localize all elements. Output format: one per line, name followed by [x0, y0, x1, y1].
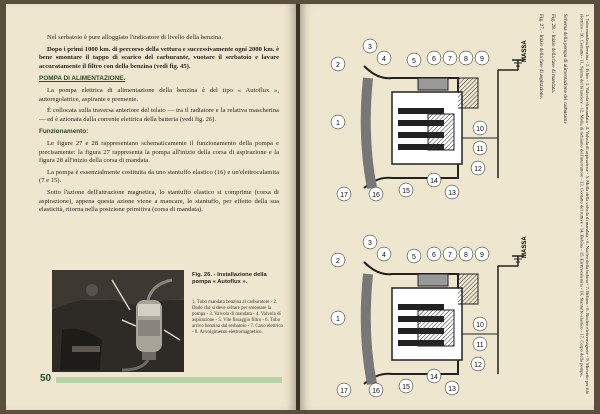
fig28-label-5: 5 [412, 254, 416, 261]
paragraph-pump-parts: La pompa è essenzialmente costituita da uno stantuffo elastico (16) e un'elettrocalamita (7 e 15). [39, 168, 279, 185]
fig27-label-10: 10 [476, 126, 484, 133]
fig28-label-2: 2 [336, 258, 340, 265]
fig28-label-8: 8 [464, 252, 468, 259]
fig26-legend: 1. Tubo mandata benzina al carburatore - 2. Dado che si deve svitare per smontare la pompa - 3. Valvola di mandata - 4. Valvola di aspirazione - 5. Vite fissaggio filtro - 6. Tubo arrivo benzina dal serbatoio - 7. Cavo elettrico - 8. Avvolgimento elettromagnetico. [192, 300, 283, 336]
fig28-label-13: 13 [448, 386, 456, 393]
pump-diagrams [308, 18, 536, 402]
fig27-label-7: 7 [448, 56, 452, 63]
fig28-label-15: 15 [402, 384, 410, 391]
fig27-caption: Fig. 27. - Inizio della fase di aspirazione. [538, 14, 544, 99]
fig28-label-17: 17 [340, 388, 348, 395]
fig27-label-5: 5 [412, 58, 416, 65]
fig28-label-11: 11 [476, 342, 484, 349]
fig27-label-2: 2 [336, 62, 340, 69]
fig27-label-8: 8 [464, 56, 468, 63]
page-number: 50 [40, 373, 52, 384]
left-page-text [39, 34, 279, 218]
fig28-label-12: 12 [474, 362, 482, 369]
fig28-label-3: 3 [368, 240, 372, 247]
fig28-coil [418, 310, 454, 346]
paragraph-figures: Le figure 27 e 28 rappresentano schematicamente il funzionamento della pompa e precisamente: la figura 27 rappresenta la pompa all'inizio della corsa di aspirazione e la figura 28 all'inizio della corsa di mandata. [39, 139, 279, 165]
fig28-label-7: 7 [448, 252, 452, 259]
paragraph-pump-location: È collocata sulla traversa anteriore del telaio — tra il radiatore e la relativa mascherina — ed è azionata dalla corrente elettrica della batteria (vedi fig. 26). [39, 107, 279, 123]
right-page [300, 4, 594, 410]
fig28-label-4: 4 [382, 252, 386, 259]
heading-fuel-pump: POMPA DI ALIMENTAZIONE. [39, 75, 126, 83]
fig28-caption: Fig. 28. - Inizio della fase di mandata. [550, 14, 556, 93]
fig27-coil [428, 114, 454, 150]
fig26-photo [52, 270, 184, 372]
fig28-diagram [331, 235, 528, 397]
fig27-label-14: 14 [430, 178, 438, 185]
fig28-label-6: 6 [432, 252, 436, 259]
book-spread [6, 4, 594, 410]
fig27-label-15: 15 [402, 188, 410, 195]
fig28-label-10: 10 [476, 322, 484, 329]
paragraph-tank-indicator: Nel serbatoio è pure alloggiato l'indicatore di livello della benzina. [47, 34, 223, 41]
fig28-massa-label: MASSA [522, 236, 528, 258]
left-page [6, 4, 296, 410]
paragraph-pump-type: La pompa elettrica di alimentazione della benzina è del tipo « Autoflux », autoregolatrice, aspirante e premente. [39, 86, 279, 103]
fig27-label-4: 4 [382, 56, 386, 63]
fig28-label-1: 1 [336, 316, 340, 323]
fig27-label-16: 16 [372, 192, 380, 199]
fig27-label-3: 3 [368, 44, 372, 51]
fig28-label-16: 16 [372, 388, 380, 395]
footer-bar [56, 377, 282, 383]
pump-schema-caption: Schema della pompa di alimentazione del carburante [562, 14, 568, 124]
fig27-label-12: 12 [474, 166, 482, 173]
fig27-label-13: 13 [448, 190, 456, 197]
fig26-caption-title: Fig. 26. - Installazione della pompa « Autoflux ». [192, 272, 267, 286]
fig28-label-14: 14 [430, 374, 438, 381]
fig27-label-6: 6 [432, 56, 436, 63]
fig27-label-1: 1 [336, 120, 340, 127]
pump-legend: 1. Tubo mandata benzina - 2. Filtro - 3. Valvola di mandata - 4. Valvola di aspirazione - 5. Molla della valvola di mandata - 6. Nucleo della bobina - 7. Bobina - 8. Nucleo elettromagnete - 9. Morsetto per filo elettrico - 10. Contatto - 11. Spinta del bilanciere - 12. Molla di richiamo dell'interruttore - 13. Contatto del ruttore - 14. Bobina - 15. Elettrocalamita - 16. Stantuffo elastico - 17. Corpo della pompa. [579, 14, 590, 395]
fig27-label-17: 17 [340, 192, 348, 199]
fig27-diagram [331, 39, 528, 201]
heading-operation: Funzionamento: [39, 128, 89, 136]
pump-installation-photo [52, 270, 184, 372]
fig28-label-9: 9 [480, 252, 484, 259]
fig27-label-11: 11 [476, 146, 484, 153]
fig27-massa-label: MASSA [522, 40, 528, 62]
fig27-label-9: 9 [480, 56, 484, 63]
paragraph-magnet-action: Sotto l'azione dell'attrazione magnetica, lo stantuffo elastico si comprime (corsa di aspirazione), appena questa azione viene a mancare, lo stantuffo, per effetto della sua elasticità, ritorna nella posizione primitiva (corsa di mandata). [39, 188, 279, 214]
paragraph-maintenance: Dopo i primi 1000 km. di percorso della vettura e successivamente ogni 2000 km. è bene smontare il tappo di scarico del carburante, vuotare il serbatoio e lavare accuratamente il filtro con della benzina (vedi fig. 45). [39, 45, 279, 70]
